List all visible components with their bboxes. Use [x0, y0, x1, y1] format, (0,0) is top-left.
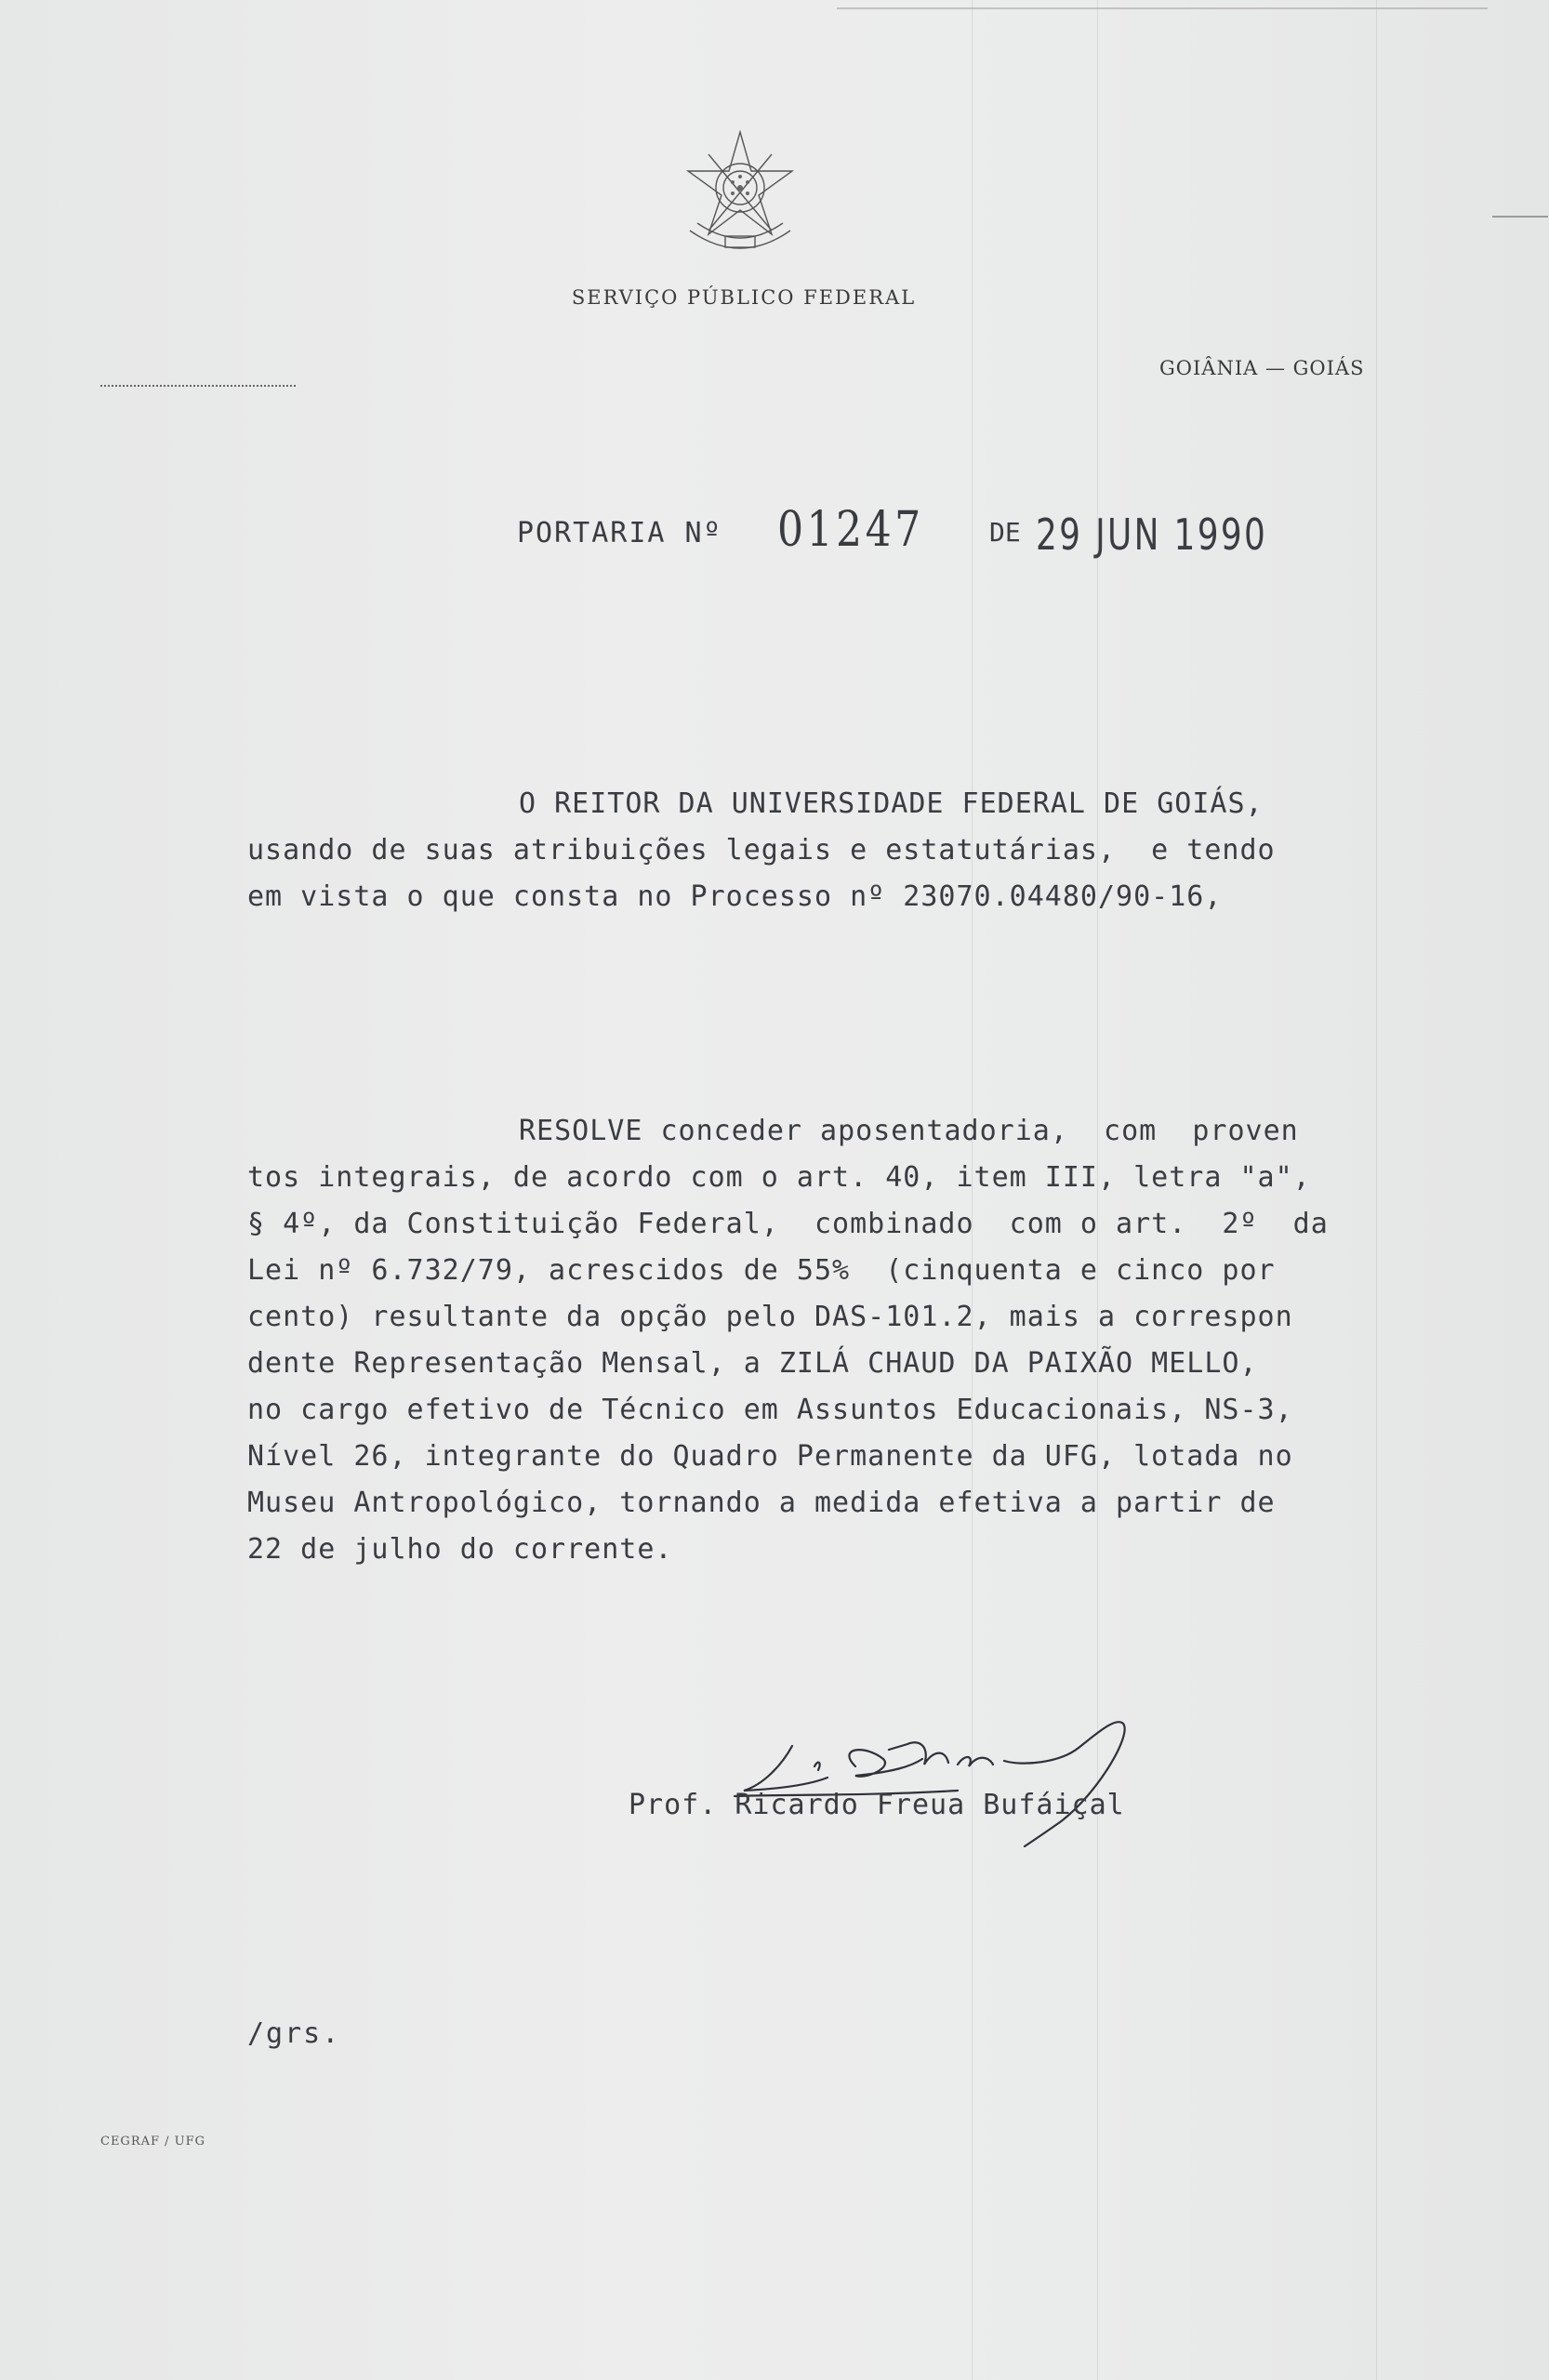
- text-line: Museu Antropológico, tornando a medida efetiva a partir de: [247, 1487, 1276, 1519]
- printer-imprint: CEGRAF / UFG: [100, 2135, 206, 2149]
- text-line: Nível 26, integrante do Quadro Permanente da UFG, lotada no: [247, 1440, 1293, 1473]
- portaria-number: 01247: [777, 502, 924, 558]
- text-line: § 4º, da Constituição Federal, combinado com o art. 2º da: [247, 1208, 1329, 1240]
- text-line: Lei nº 6.732/79, acrescidos de 55% (cinquenta e cinco por: [247, 1254, 1276, 1287]
- letterhead-city: GOIÂNIA — GOIÁS: [1159, 357, 1365, 379]
- text-line: em vista o que consta no Processo nº 23070.04480/90-16,: [247, 880, 1223, 913]
- portaria-date-stamp: 29 JUN 1990: [1036, 509, 1268, 560]
- paper-crease: [1376, 0, 1377, 2380]
- portaria-de-label: DE: [989, 517, 1021, 548]
- text-line: tos integrais, de acordo com o art. 40, item III, letra "a",: [247, 1161, 1311, 1194]
- text-line: usando de suas atribuições legais e estatutárias, e tendo: [247, 834, 1276, 866]
- text-line: O REITOR DA UNIVERSIDADE FEDERAL DE GOIÁS,: [519, 787, 1264, 820]
- scan-artifact-line: [837, 7, 1488, 9]
- edge-mark: [1492, 216, 1548, 218]
- typist-initials: /grs.: [247, 2017, 341, 2050]
- letterhead-service: SERVIÇO PÚBLICO FEDERAL: [571, 286, 917, 309]
- signer-name: Prof. Ricardo Freua Bufáiçal: [629, 1789, 1125, 1821]
- resolve-paragraph: [247, 1108, 1329, 1573]
- coat-of-arms-emblem: [671, 126, 809, 264]
- portaria-label: PORTARIA Nº: [517, 517, 722, 549]
- dotted-rule: [100, 385, 296, 387]
- text-line: dente Representação Mensal, a ZILÁ CHAUD DA PAIXÃO MELLO,: [247, 1347, 1258, 1380]
- text-line: no cargo efetivo de Técnico em Assuntos Educacionais, NS-3,: [247, 1394, 1293, 1426]
- text-line: cento) resultante da opção pelo DAS-101.2, mais a correspon: [247, 1301, 1293, 1333]
- text-line: 22 de julho do corrente.: [247, 1533, 673, 1566]
- text-line: RESOLVE conceder aposentadoria, com proven: [519, 1115, 1299, 1147]
- preamble-paragraph: [247, 781, 1307, 920]
